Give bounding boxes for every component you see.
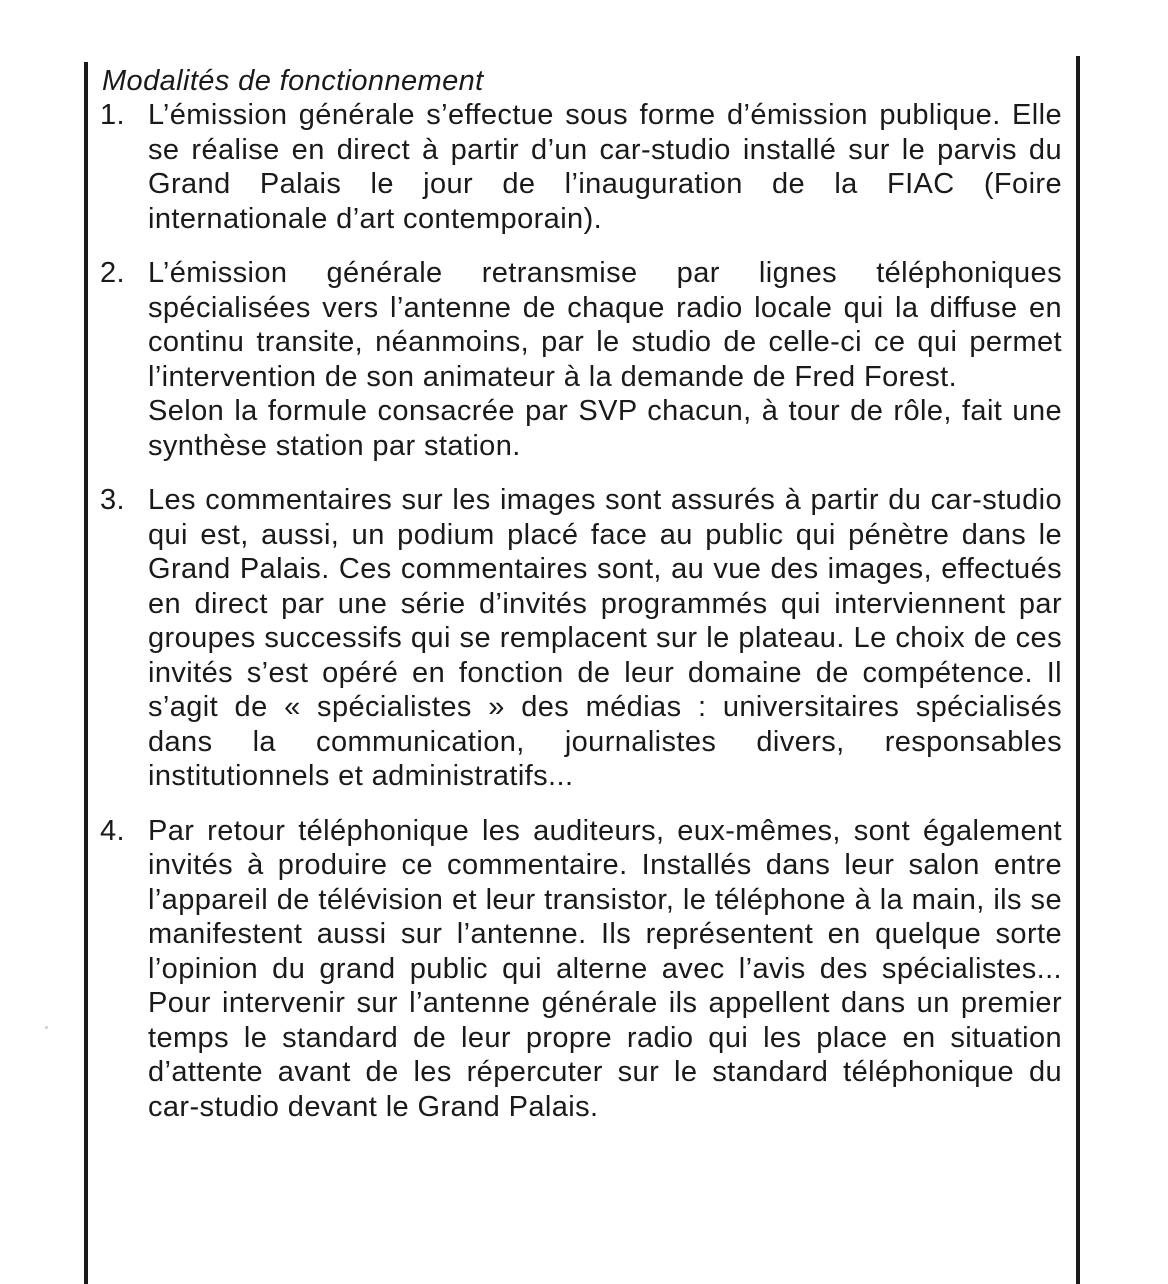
paragraph: L’émission générale s’effectue sous forme d’émission publique. Elle se réalise en direct à partir d’un car-studio installé sur le parvis du Grand Palais le jour de l’inauguration de la FIAC (Foire internationale d’art contemporain). [148,99,1062,235]
paragraph: Selon la formule consacrée par SVP chacun, à tour de rôle, fait une synthèse station par station. [148,395,1062,462]
scan-speck [45,1026,48,1029]
list-item-number: 1. [100,99,125,131]
list-item-1 [98,98,1062,236]
list-item-3 [98,483,1062,794]
right-margin-rule [1076,56,1080,1284]
document-text-block [98,64,1062,1144]
list-item-body [148,256,1062,463]
list-item-4 [98,814,1062,1125]
list-item-number: 3. [100,484,125,516]
list-item-body [148,98,1062,236]
paragraph: Les commentaires sur les images sont assurés à partir du car-studio qui est, aussi, un podium placé face au public qui pénètre dans le Grand Palais. Ces commentaires sont, au vue des images, effectués en direct par une série d’invités programmés qui interviennent par groupes successifs qui se remplacent sur le plateau. Le choix de ces invités s’est opéré en fonction de leur domaine de compétence. Il s’agit de « spécialistes » des médias : universitaires spécialisés dans la communication, journalistes divers, responsables institutionnels et administratifs... [148,484,1062,792]
paragraph: L’émission générale retransmise par lignes téléphoniques spécialisées vers l’antenne de chaque radio locale qui la diffuse en continu transite, néanmoins, par le studio de celle-ci ce qui permet l’intervention de son animateur à la demande de Fred Forest. [148,257,1062,393]
list-item-number: 2. [100,257,125,289]
list-item-2 [98,256,1062,463]
list-item-number: 4. [100,814,125,847]
list-item-body [148,814,1062,1125]
left-margin-rule [84,62,88,1284]
paragraph: Par retour téléphonique les auditeurs, eux-mêmes, sont également invités à produire ce commentaire. Installés dans leur salon entre l’appareil de télévision et leur transistor, le téléphone à la main, ils se manifestent aussi sur l’antenne. Ils représentent en quelque sorte l’opinion du grand public qui alterne avec l’avis des spécialistes... Pour intervenir sur l’antenne générale ils appellent dans un premier temps le standard de leur propre radio qui les place en situation d’attente avant de les répercuter sur le standard téléphonique du car-studio devant le Grand Palais. [148,814,1062,1123]
section-heading: Modalités de fonctionnement [102,65,484,97]
list-item-body [148,483,1062,794]
